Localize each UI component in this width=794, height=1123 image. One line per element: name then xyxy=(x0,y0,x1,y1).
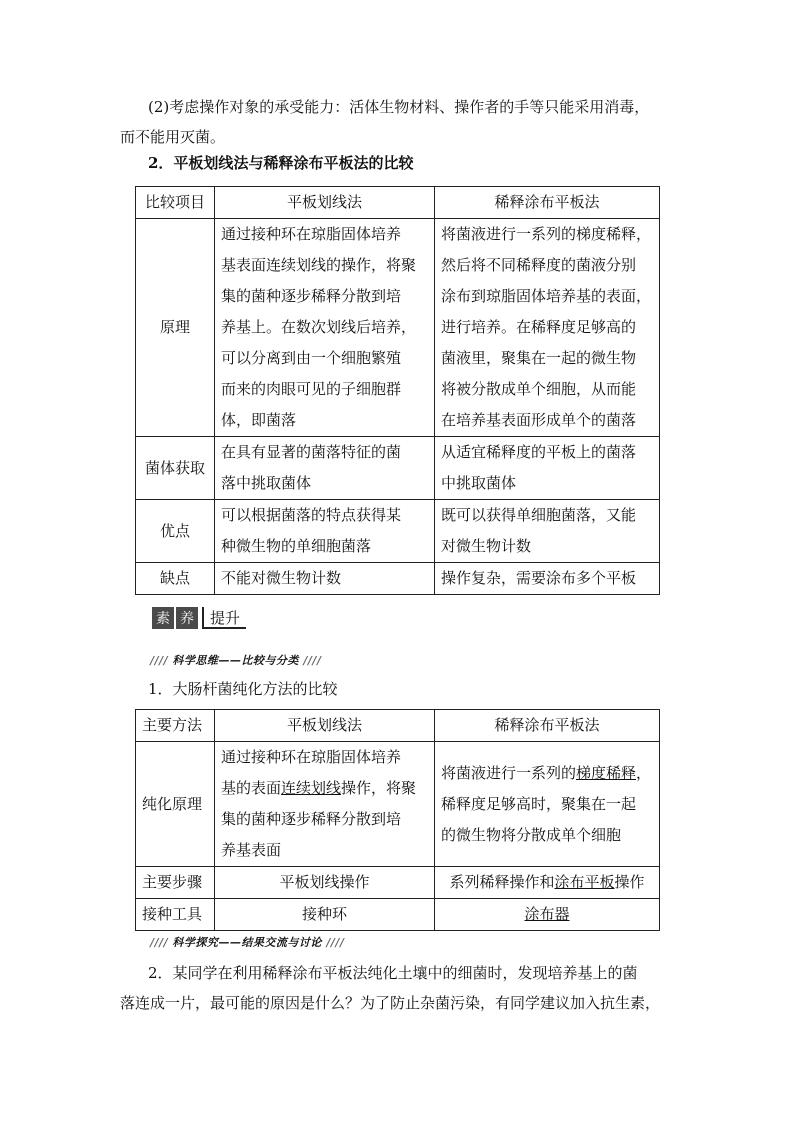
table-cell xyxy=(435,437,660,500)
badge-char-2: 养 xyxy=(176,607,198,629)
row-label: 原理 xyxy=(136,219,215,437)
slash-decoration: //// xyxy=(303,654,322,667)
slash-decoration: //// xyxy=(150,936,169,949)
cell-line: 养基表面 xyxy=(221,841,282,859)
slash-decoration: //// xyxy=(150,654,169,667)
table-cell xyxy=(215,742,435,867)
cell-text: 操作，将聚 xyxy=(341,779,417,797)
underlined-term: 梯度稀释 xyxy=(576,763,637,782)
section-heading-b1: 1．大肠杆菌纯化方法的比较 xyxy=(148,680,338,698)
question-paragraph xyxy=(120,958,660,1018)
cell-text: 基的表面 xyxy=(221,779,282,797)
underlined-term: 涂布器 xyxy=(524,905,570,923)
cell-line: 将菌液进行一系列的梯度稀释， xyxy=(441,225,652,243)
table-cell xyxy=(435,867,660,899)
cell-line: 集的菌种逐步稀释分散到培 xyxy=(221,810,402,828)
table-cell xyxy=(435,500,660,563)
table-cell xyxy=(435,899,660,931)
table-row-purify xyxy=(136,742,660,867)
table-cell xyxy=(435,563,660,595)
subheading-inquiry xyxy=(150,934,344,950)
table-row-steps xyxy=(136,867,660,899)
row-label: 主要步骤 xyxy=(136,867,215,899)
subheading-thinking xyxy=(150,652,321,668)
cell-text: ， xyxy=(636,763,652,782)
intro-paragraph xyxy=(120,92,660,152)
cell-line: 集的菌种逐步稀释分散到培 xyxy=(221,287,402,305)
cell-line: 进行培养。在稀释度足够高的 xyxy=(441,318,637,336)
table-row-disadvantage xyxy=(136,563,660,595)
cell-line xyxy=(441,758,653,789)
table-cell xyxy=(215,219,435,437)
comparison-table-1 xyxy=(135,186,660,595)
badge-text: 提升 xyxy=(202,607,246,629)
question-line-1: 2．某同学在利用稀释涂布平板法纯化土壤中的细菌时，发现培养基上的菌 xyxy=(148,964,638,982)
table-row-principle xyxy=(136,219,660,437)
cell-line: 而来的肉眼可见的子细胞群 xyxy=(221,380,402,398)
table-row-advantage xyxy=(136,500,660,563)
row-label: 缺点 xyxy=(136,563,215,595)
cell-line: 稀释度足够高时，聚集在一起 xyxy=(441,794,637,813)
table-header-cell: 平板划线法 xyxy=(215,710,435,742)
cell-text: 操作 xyxy=(614,873,645,891)
cell-line: 既可以获得单细胞菌落，又能 xyxy=(441,506,637,524)
cell-line: 将被分散成单个细胞，从而能 xyxy=(441,380,637,398)
underlined-term: 涂布平板 xyxy=(554,873,615,891)
intro-line-2: 而不能用灭菌。 xyxy=(120,128,226,146)
cell-line xyxy=(221,773,428,804)
table-header-row xyxy=(136,710,660,742)
table-cell: 接种环 xyxy=(215,899,435,931)
cell-line: 从适宜稀释度的平板上的菌落 xyxy=(441,443,637,461)
cell-line: 不能对微生物计数 xyxy=(221,569,342,587)
cell-line: 通过接种环在琼脂固体培养 xyxy=(221,748,402,766)
cell-text: 系列稀释操作和 xyxy=(449,873,555,891)
table-row-acquire xyxy=(136,437,660,500)
cell-line: 基表面连续划线的操作，将聚 xyxy=(221,256,417,274)
table-header-cell: 比较项目 xyxy=(136,187,215,219)
row-label: 优点 xyxy=(136,500,215,563)
cell-line: 养基上。在数次划线后培养， xyxy=(221,318,417,336)
section-badge xyxy=(152,607,246,629)
cell-line: 涂布到琼脂固体培养基的表面， xyxy=(441,287,652,305)
table-header-cell: 主要方法 xyxy=(136,710,215,742)
badge-char-1: 素 xyxy=(152,607,174,629)
cell-line: 种微生物的单细胞菌落 xyxy=(221,537,372,555)
cell-line: 可以根据菌落的特点获得某 xyxy=(221,506,402,524)
subheading-text: 科学探究——结果交流与讨论 xyxy=(172,936,322,949)
cell-line: 的微生物将分散成单个细胞 xyxy=(441,825,622,844)
underlined-term: 连续划线 xyxy=(281,779,342,797)
section-heading-2: 2．平板划线法与稀释涂布平板法的比较 xyxy=(148,154,414,172)
comparison-table-2 xyxy=(135,709,660,931)
cell-line: 通过接种环在琼脂固体培养 xyxy=(221,225,402,243)
subheading-text: 科学思维——比较与分类 xyxy=(172,654,299,667)
table-cell xyxy=(215,500,435,563)
cell-line: 对微生物计数 xyxy=(441,537,532,555)
cell-line: 操作复杂，需要涂布多个平板 xyxy=(441,569,637,587)
table-cell xyxy=(435,742,660,867)
table-cell xyxy=(215,563,435,595)
cell-line: 落中挑取菌体 xyxy=(221,474,312,492)
table-header-cell: 稀释涂布平板法 xyxy=(435,187,660,219)
table-header-row xyxy=(136,187,660,219)
cell-line: 菌液里，聚集在一起的微生物 xyxy=(441,349,637,367)
row-label: 菌体获取 xyxy=(136,437,215,500)
table-header-cell: 平板划线法 xyxy=(215,187,435,219)
row-label: 纯化原理 xyxy=(136,742,215,867)
question-line-2: 落连成一片，最可能的原因是什么？为了防止杂菌污染，有同学建议加入抗生素， xyxy=(120,994,661,1012)
cell-line: 然后将不同稀释度的菌液分别 xyxy=(441,256,637,274)
cell-line: 在具有显著的菌落特征的菌 xyxy=(221,443,402,461)
table-cell: 平板划线操作 xyxy=(215,867,435,899)
table-row-tools xyxy=(136,899,660,931)
row-label: 接种工具 xyxy=(136,899,215,931)
slash-decoration: //// xyxy=(326,936,345,949)
table-cell xyxy=(435,219,660,437)
cell-line: 在培养基表面形成单个的菌落 xyxy=(441,411,637,429)
cell-line: 可以分离到由一个细胞繁殖 xyxy=(221,349,402,367)
cell-text: 将菌液进行一系列的 xyxy=(441,763,577,782)
cell-line: 体，即菌落 xyxy=(221,411,297,429)
intro-line-1: (2)考虑操作对象的承受能力：活体生物材料、操作者的手等只能采用消毒， xyxy=(148,98,650,116)
cell-line: 中挑取菌体 xyxy=(441,474,517,492)
table-cell xyxy=(215,437,435,500)
table-header-cell: 稀释涂布平板法 xyxy=(435,710,660,742)
